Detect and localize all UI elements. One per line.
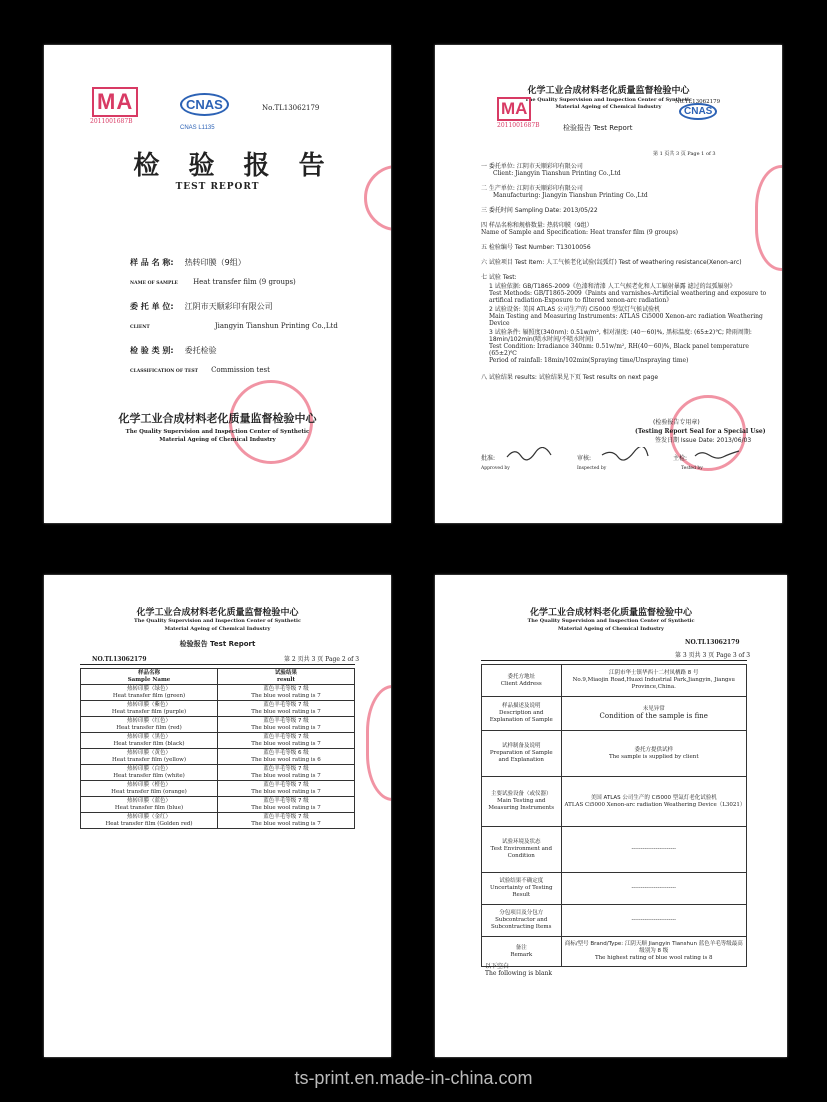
header-en-1: The Quality Supervision and Inspection Center of Synthetic <box>133 618 301 624</box>
sample-cn: 热转印膜（紫色） <box>126 702 171 708</box>
field-label-cn: 委 托 单 位: <box>130 302 174 311</box>
header-en-2: Material Ageing of Chemical Industry <box>558 626 664 632</box>
report-page-2 <box>44 575 391 1057</box>
row-label-en: Test Environment and Condition <box>490 846 552 859</box>
field-value-en: Jiangyin Tianshun Printing Co.,Ltd <box>214 322 338 330</box>
info-table <box>481 664 747 967</box>
table-row <box>81 685 355 701</box>
result-cn: 蓝色羊毛等级 7 级 <box>263 686 309 692</box>
page-info: 第 2 页共 3 页 Page 2 of 3 <box>284 656 360 663</box>
result-en: The blue wool rating is 7 <box>251 772 321 779</box>
cnas-logo: CNAS <box>180 93 229 116</box>
report-title: 检验报告 Test Report <box>179 640 256 648</box>
item-cn: 四 样品名称和规格数量: 热转印膜（9组） <box>481 222 593 229</box>
table-row <box>81 781 355 797</box>
item-en: Name of Sample and Specification: Heat transfer film (9 groups) <box>481 229 679 236</box>
header-rule <box>80 664 355 665</box>
item-cn: 一 委托单位: 江阴市天顺彩印有限公司 <box>481 163 583 170</box>
header-rule <box>481 660 747 661</box>
result-line: 八 试验结果 results: 试验结果见下页 Test results on next page <box>481 374 659 381</box>
sample-en: Heat transfer film (white) <box>113 772 185 779</box>
report-title-en: TEST REPORT <box>175 182 260 192</box>
ma-number: 2011001687B <box>497 122 540 129</box>
row-label-cn: 样品描述及说明 <box>501 703 541 709</box>
table-row <box>482 827 747 873</box>
item-cn: 六 试验项目 Test Item: 人工气候老化试验(氙弧灯) Test of weathering resistance(Xenon-arc) <box>481 259 742 266</box>
table-row <box>81 701 355 717</box>
ma-number: 2011001687B <box>90 118 133 125</box>
row-label-cn: 试验环境及状态 <box>501 839 541 845</box>
row-label-cn: 试样制备及说明 <box>501 743 541 749</box>
result-en: The blue wool rating is 7 <box>251 724 321 731</box>
sample-cn: 热转印膜（绿色） <box>126 686 171 692</box>
report-number: No.TL13062179 <box>262 104 320 112</box>
cnas-logo: CNAS <box>679 103 717 120</box>
report-cover-page <box>44 45 391 523</box>
row-label-cn: 委托方地址 <box>507 673 535 680</box>
row-label-en: Main Testing and Measuring Instruments <box>488 798 555 811</box>
item-en: Client: Jiangyin Tianshun Printing Co.,Ltd <box>493 170 621 177</box>
row-label-en: Preparation of Sample and Explanation <box>489 750 553 763</box>
approved-label: 批准: <box>481 455 496 462</box>
blank-note-cn: 以下空白 <box>485 963 510 970</box>
seal-label: (检验报告专用章) <box>653 419 700 426</box>
table-row <box>482 873 747 905</box>
table-header-row <box>81 669 355 685</box>
report-page-3 <box>435 575 787 1057</box>
edge-seal <box>366 685 391 801</box>
result-cn: 蓝色羊毛等级 7 级 <box>263 814 309 820</box>
center-name-cn: 化学工业合成材料老化质量监督检验中心 <box>118 412 317 425</box>
result-cn: 蓝色羊毛等级 7 级 <box>263 734 309 740</box>
row-label-en: Uncertainty of Testing Result <box>490 885 553 898</box>
row-label-en: Remark <box>510 951 533 958</box>
header-cn: 化学工业合成材料老化质量监督检验中心 <box>527 86 690 96</box>
result-cn: 蓝色羊毛等级 7 级 <box>263 782 309 788</box>
row-value-en: ------------------------ <box>631 885 677 891</box>
sample-en: Heat transfer film (yellow) <box>111 756 187 763</box>
item-cn: 五 检验编号 Test Number: T13010056 <box>481 244 591 251</box>
field-label-cn: 检 验 类 别: <box>130 346 174 355</box>
report-number: NO.TL13062179 <box>685 639 740 646</box>
sample-en: Heat transfer film (purple) <box>111 708 187 715</box>
row-value-en: ATLAS Ci5000 Xenon-arc radiation Weathering Device（L3021） <box>564 801 746 808</box>
header-cn: 化学工业合成材料老化质量监督检验中心 <box>136 608 299 618</box>
table-row <box>482 697 747 731</box>
result-en: The blue wool rating is 7 <box>251 708 321 715</box>
result-cn: 蓝色羊毛等级 6 级 <box>263 750 309 756</box>
header-en-2: Material Ageing of Chemical Industry <box>164 626 271 632</box>
col-result-en: result <box>276 676 296 683</box>
row-label-cn: 分包项目及分包方 <box>499 910 544 916</box>
table-row <box>482 905 747 937</box>
result-cn: 蓝色羊毛等级 7 级 <box>263 718 309 724</box>
sample-cn: 热转印膜（蓝色） <box>126 798 171 804</box>
tester-signature <box>693 447 743 461</box>
page-info: 第 1 页共 3 页 Page 1 of 3 <box>653 151 716 157</box>
row-value-en: The highest rating of blue wool rating is 8 <box>594 955 713 961</box>
header-en-2: Material Ageing of Chemical Industry <box>555 104 662 110</box>
row-value-cn: 未见异常 <box>642 706 665 712</box>
field-value-en: Commission test <box>211 366 270 374</box>
table-row <box>482 777 747 827</box>
approver-signature <box>505 447 555 461</box>
result-cn: 蓝色羊毛等级 7 级 <box>263 702 309 708</box>
table-row <box>81 765 355 781</box>
test-line: Test Methods: GB/T1865-2009《Paints and varnishes-Artificial weathering and exposure to artifical radiation-Exposure to filtered xenon-arc radiation》 <box>489 290 767 304</box>
col-sample-cn: 样品名称 <box>137 670 160 676</box>
row-value-cn: 委托方提供试样 <box>634 746 673 753</box>
tested-label: 主检: <box>673 455 688 462</box>
row-label-en: Subcontractor and Subcontracting Items <box>491 917 552 930</box>
sample-en: Heat transfer film (blue) <box>114 804 184 811</box>
header-en-1: The Quality Supervision and Inspection Center of Synthetic <box>524 97 692 103</box>
tested-by: Tested by <box>681 466 703 471</box>
header-en-1: The Quality Supervision and Inspection Center of Synthetic <box>527 618 695 624</box>
row-value-cn: 美国 ATLAS 公司生产的 Ci5000 型氙灯老化试验机 <box>590 794 717 801</box>
test-heading: 七 试验 Test: <box>481 274 517 281</box>
report-title: 检验报告 Test Report <box>563 124 633 132</box>
issue-date: 签发日期 Issue Date: 2013/06/03 <box>655 437 752 444</box>
test-line: 1 试验依据: GB/T1865-2009《色漆和清漆 人工气候老化和人工辐射暴露 滤过的氙弧辐射》 <box>489 283 736 290</box>
result-cn: 蓝色羊毛等级 7 级 <box>263 766 309 772</box>
row-value-en: The sample is supplied by client <box>608 753 699 760</box>
field-label-en: CLASSIFICATION OF TEST <box>130 369 198 374</box>
row-label-en: Description and Explanation of Sample <box>489 710 553 723</box>
cover-fields <box>130 250 380 392</box>
test-line: Test Condition: Irradiance 340nm: 0.51w/m², RH(40～60)%, Black panel temperature (65±2)℃ <box>489 343 749 357</box>
field-label-en: CLIENT <box>130 325 150 330</box>
ma-logo: MA <box>497 97 531 121</box>
inspected-label: 审核: <box>577 455 592 462</box>
test-line: Period of rainfall: 18min/102min(Spraying time/Unspraying time) <box>489 357 689 364</box>
item-en: Manufacturing: Jiangyin Tianshun Printing Co.,Ltd <box>493 192 648 199</box>
results-table <box>80 668 355 829</box>
report-number: NO.TL13062179 <box>92 656 147 663</box>
table-row <box>482 937 747 967</box>
site-footer: ts-print.en.made-in-china.com <box>294 1068 533 1088</box>
field-value-cn: 热转印膜（9组） <box>184 258 246 267</box>
edge-seal <box>364 165 391 231</box>
report-page-1 <box>435 45 782 523</box>
test-line: Main Testing and Measuring Instruments: ATLAS Ci5000 Xenon-arc radiation Weathering Device <box>489 313 763 327</box>
sample-cn: 热转印膜（黄色） <box>126 750 171 756</box>
report-items <box>481 163 771 381</box>
result-en: The blue wool rating is 7 <box>251 820 321 827</box>
result-en: The blue wool rating is 7 <box>251 804 321 811</box>
sample-en: Heat transfer film (Golden red) <box>105 820 193 827</box>
field-value-cn: 委托检验 <box>184 346 217 355</box>
table-row <box>482 731 747 777</box>
row-value-cn: 江阴市华士镇华西十二村凤栖路 8 号 <box>609 670 699 676</box>
field-value-cn: 江阴市天顺彩印有限公司 <box>184 302 273 311</box>
row-label-cn: 主要试验设备（或仪器） <box>490 791 552 797</box>
table-row <box>81 717 355 733</box>
center-name-en-2: Material Ageing of Chemical Industry <box>159 437 276 443</box>
blank-note-en: The following is blank <box>485 970 553 977</box>
result-en: The blue wool rating is 6 <box>251 756 321 763</box>
result-en: The blue wool rating is 7 <box>251 788 321 795</box>
center-name-en-1: The Quality Supervision and Inspection Center of Synthetic <box>125 429 310 435</box>
sample-cn: 热转印膜（金红） <box>126 814 171 820</box>
result-en: The blue wool rating is 7 <box>251 740 321 747</box>
sample-en: Heat transfer film (red) <box>116 724 182 731</box>
test-line: 3 试验条件: 辐照度(340nm): 0.51w/m², 相对湿度: (40～60)%, 黑标温度: (65±2)℃; 降雨周期: 18min/102min(喷水时间/不喷水时间) <box>489 329 752 343</box>
field-value-en: Heat transfer film (9 groups) <box>193 278 296 286</box>
sample-en: Heat transfer film (black) <box>113 740 185 747</box>
row-value-en: ------------------------ <box>631 846 677 852</box>
approved-by: Approved by <box>481 466 510 471</box>
sample-cn: 热转印膜（白色） <box>126 766 171 772</box>
sample-en: Heat transfer film (green) <box>112 692 186 699</box>
inspected-by: Inspected by <box>577 466 607 471</box>
table-row <box>81 813 355 829</box>
row-label-cn: 备注 <box>515 944 527 951</box>
row-label-cn: 试验结果不确定度 <box>499 878 544 884</box>
ma-logo: MA <box>92 87 138 117</box>
row-label-en: Client Address <box>500 680 542 687</box>
page-info: 第 3 页共 3 页 Page 3 of 3 <box>675 652 751 659</box>
sample-en: Heat transfer film (orange) <box>111 788 187 795</box>
row-value-en: ------------------------ <box>631 917 677 923</box>
item-cn: 三 委托时间 Sampling Date: 2013/05/22 <box>481 207 598 214</box>
col-sample-en: Sample Name <box>127 676 171 683</box>
row-value-cn: 商标/型号 Brand/Type: 江阴天顺 Jiangyin Tianshun 蓝色羊毛等级最高级别为 8 级 <box>564 941 743 954</box>
item-cn: 二 生产单位: 江阴市天顺彩印有限公司 <box>481 185 583 192</box>
inspector-signature <box>600 447 650 461</box>
table-row <box>81 797 355 813</box>
table-row <box>81 733 355 749</box>
report-number: No.TL13062179 <box>675 99 721 105</box>
seal-label-en: (Testing Report Seal for a Special Use) <box>635 428 766 435</box>
sample-cn: 热转印膜（黑色） <box>126 734 171 740</box>
test-line: 2 试验设备: 美国 ATLAS 公司生产的 Ci5000 型氙灯气候试验机 <box>489 306 661 313</box>
sample-cn: 热转印膜（橙色） <box>126 782 171 788</box>
sample-cn: 热转印膜（红色） <box>126 718 171 724</box>
result-en: The blue wool rating is 7 <box>251 692 321 699</box>
row-value-en: No.9,Miaojin Road,Huaxi Industrial Park,Jiangyin, Jiangsu Province,China. <box>572 677 735 690</box>
report-title-cn: 检 验 报 告 <box>133 151 335 181</box>
header-cn: 化学工业合成材料老化质量监督检验中心 <box>529 608 692 618</box>
cnas-sub: CNAS L1135 <box>180 125 215 131</box>
col-result-cn: 试验结果 <box>274 670 297 676</box>
table-row <box>81 749 355 765</box>
field-label-cn: 样 品 名 称: <box>130 258 174 267</box>
result-cn: 蓝色羊毛等级 7 级 <box>263 798 309 804</box>
table-row <box>482 665 747 697</box>
field-label-en: NAME OF SAMPLE <box>130 281 178 286</box>
row-value-en: Condition of the sample is fine <box>599 712 708 720</box>
